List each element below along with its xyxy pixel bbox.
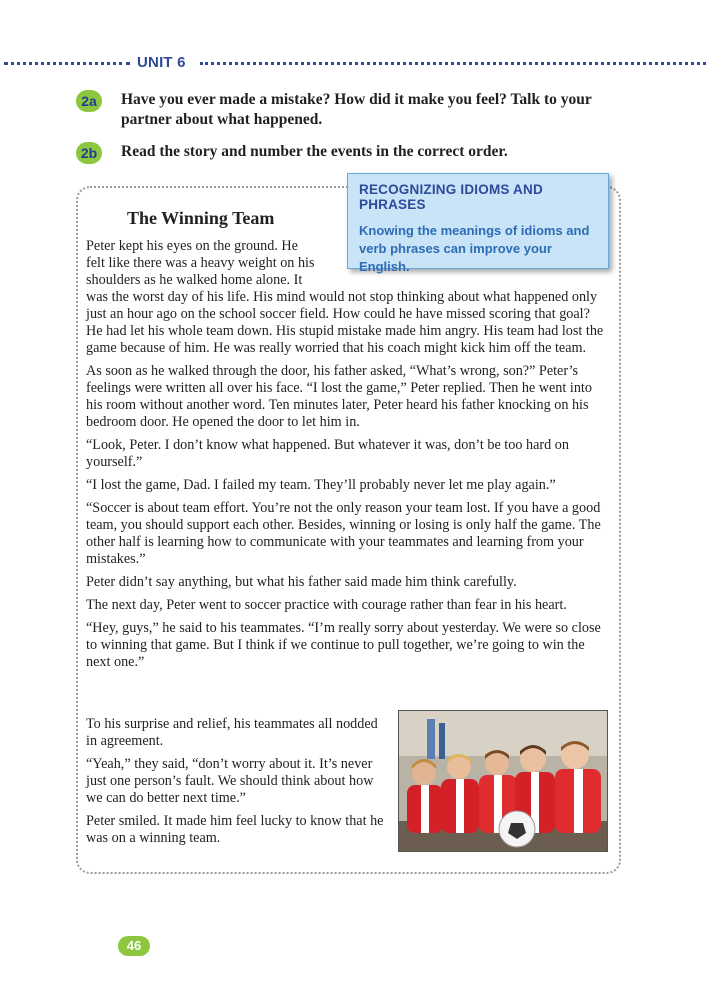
story-line: shoulders as he walked home alone. It xyxy=(86,272,303,288)
story-paragraph: As soon as he walked through the door, his father asked, “What’s wrong, son?” Peter’s feelings were written all over his face. “I lost the game,” Peter replied. Then he went into his room without another word. Ten minutes later, Peter heard his father knocking on his bedroom door. He opened the door to let him in. xyxy=(86,363,592,430)
story-paragraph: Peter didn’t say anything, but what his father said made him think carefully. xyxy=(86,574,517,590)
idiom-callout xyxy=(347,173,609,274)
team-photo xyxy=(398,710,608,852)
task-badge: 2b xyxy=(76,142,102,164)
task-instruction: Have you ever made a mistake? How did it make you feel? Talk to your partner about what happened. xyxy=(121,91,592,128)
task-instruction: Read the story and number the events in the correct order. xyxy=(121,143,508,160)
callout-title: RECOGNIZING IDIOMS AND PHRASES xyxy=(359,182,543,212)
task-badge: 2a xyxy=(76,90,102,112)
story-paragraph: The next day, Peter went to soccer practice with courage rather than fear in his heart. xyxy=(86,597,567,613)
story-paragraph: “Soccer is about team effort. You’re not the only reason your team lost. If you have a good team, you should support each other. Besides, winning or losing is only half the game. The other half is learning how to communicate with your teammates and learning from your mistakes.” xyxy=(86,500,601,567)
callout-body: Knowing the meanings of idioms and verb phrases can improve your English. xyxy=(359,223,590,274)
story-paragraph: “Yeah,” they said, “don’t worry about it. It’s never just one person’s fault. We should think about how we can do better next time.” xyxy=(86,756,374,806)
dotted-rule-right xyxy=(200,62,706,65)
story-paragraph: was the worst day of his life. His mind would not stop thinking about what happened only just an hour ago on the school soccer field. How could he have missed scoring that goal? He had let his whole team down. His stupid mistake made him angry. His team had lost the game because of him. He was really worried that his coach might kick him off the team. xyxy=(86,289,604,356)
story-title: The Winning Team xyxy=(127,208,275,228)
story-paragraph: “Hey, guys,” he said to his teammates. “I’m really sorry about yesterday. We were so close to winning that game. But I think if we continue to pull together, we’re going to win the next one.” xyxy=(86,620,601,670)
unit-label: UNIT 6 xyxy=(137,54,186,71)
dotted-rule-left xyxy=(4,62,130,65)
page-number: 46 xyxy=(118,936,150,956)
story-paragraph: “Look, Peter. I don’t know what happened. But whatever it was, don’t be too hard on yourself.” xyxy=(86,437,569,470)
story-line: Peter kept his eyes on the ground. He xyxy=(86,238,298,254)
story-paragraph: To his surprise and relief, his teammates all nodded in agreement. xyxy=(86,716,378,749)
story-paragraph: Peter smiled. It made him feel lucky to know that he was on a winning team. xyxy=(86,813,384,846)
story-body xyxy=(86,289,608,677)
story-paragraph: “I lost the game, Dad. I failed my team. They’ll probably never let me play again.” xyxy=(86,477,556,493)
story-line: felt like there was a heavy weight on his xyxy=(86,255,315,271)
story-intro xyxy=(86,238,336,289)
story-body-narrow xyxy=(86,716,386,853)
soccer-team-illustration xyxy=(399,711,608,852)
unit-header xyxy=(0,54,710,74)
